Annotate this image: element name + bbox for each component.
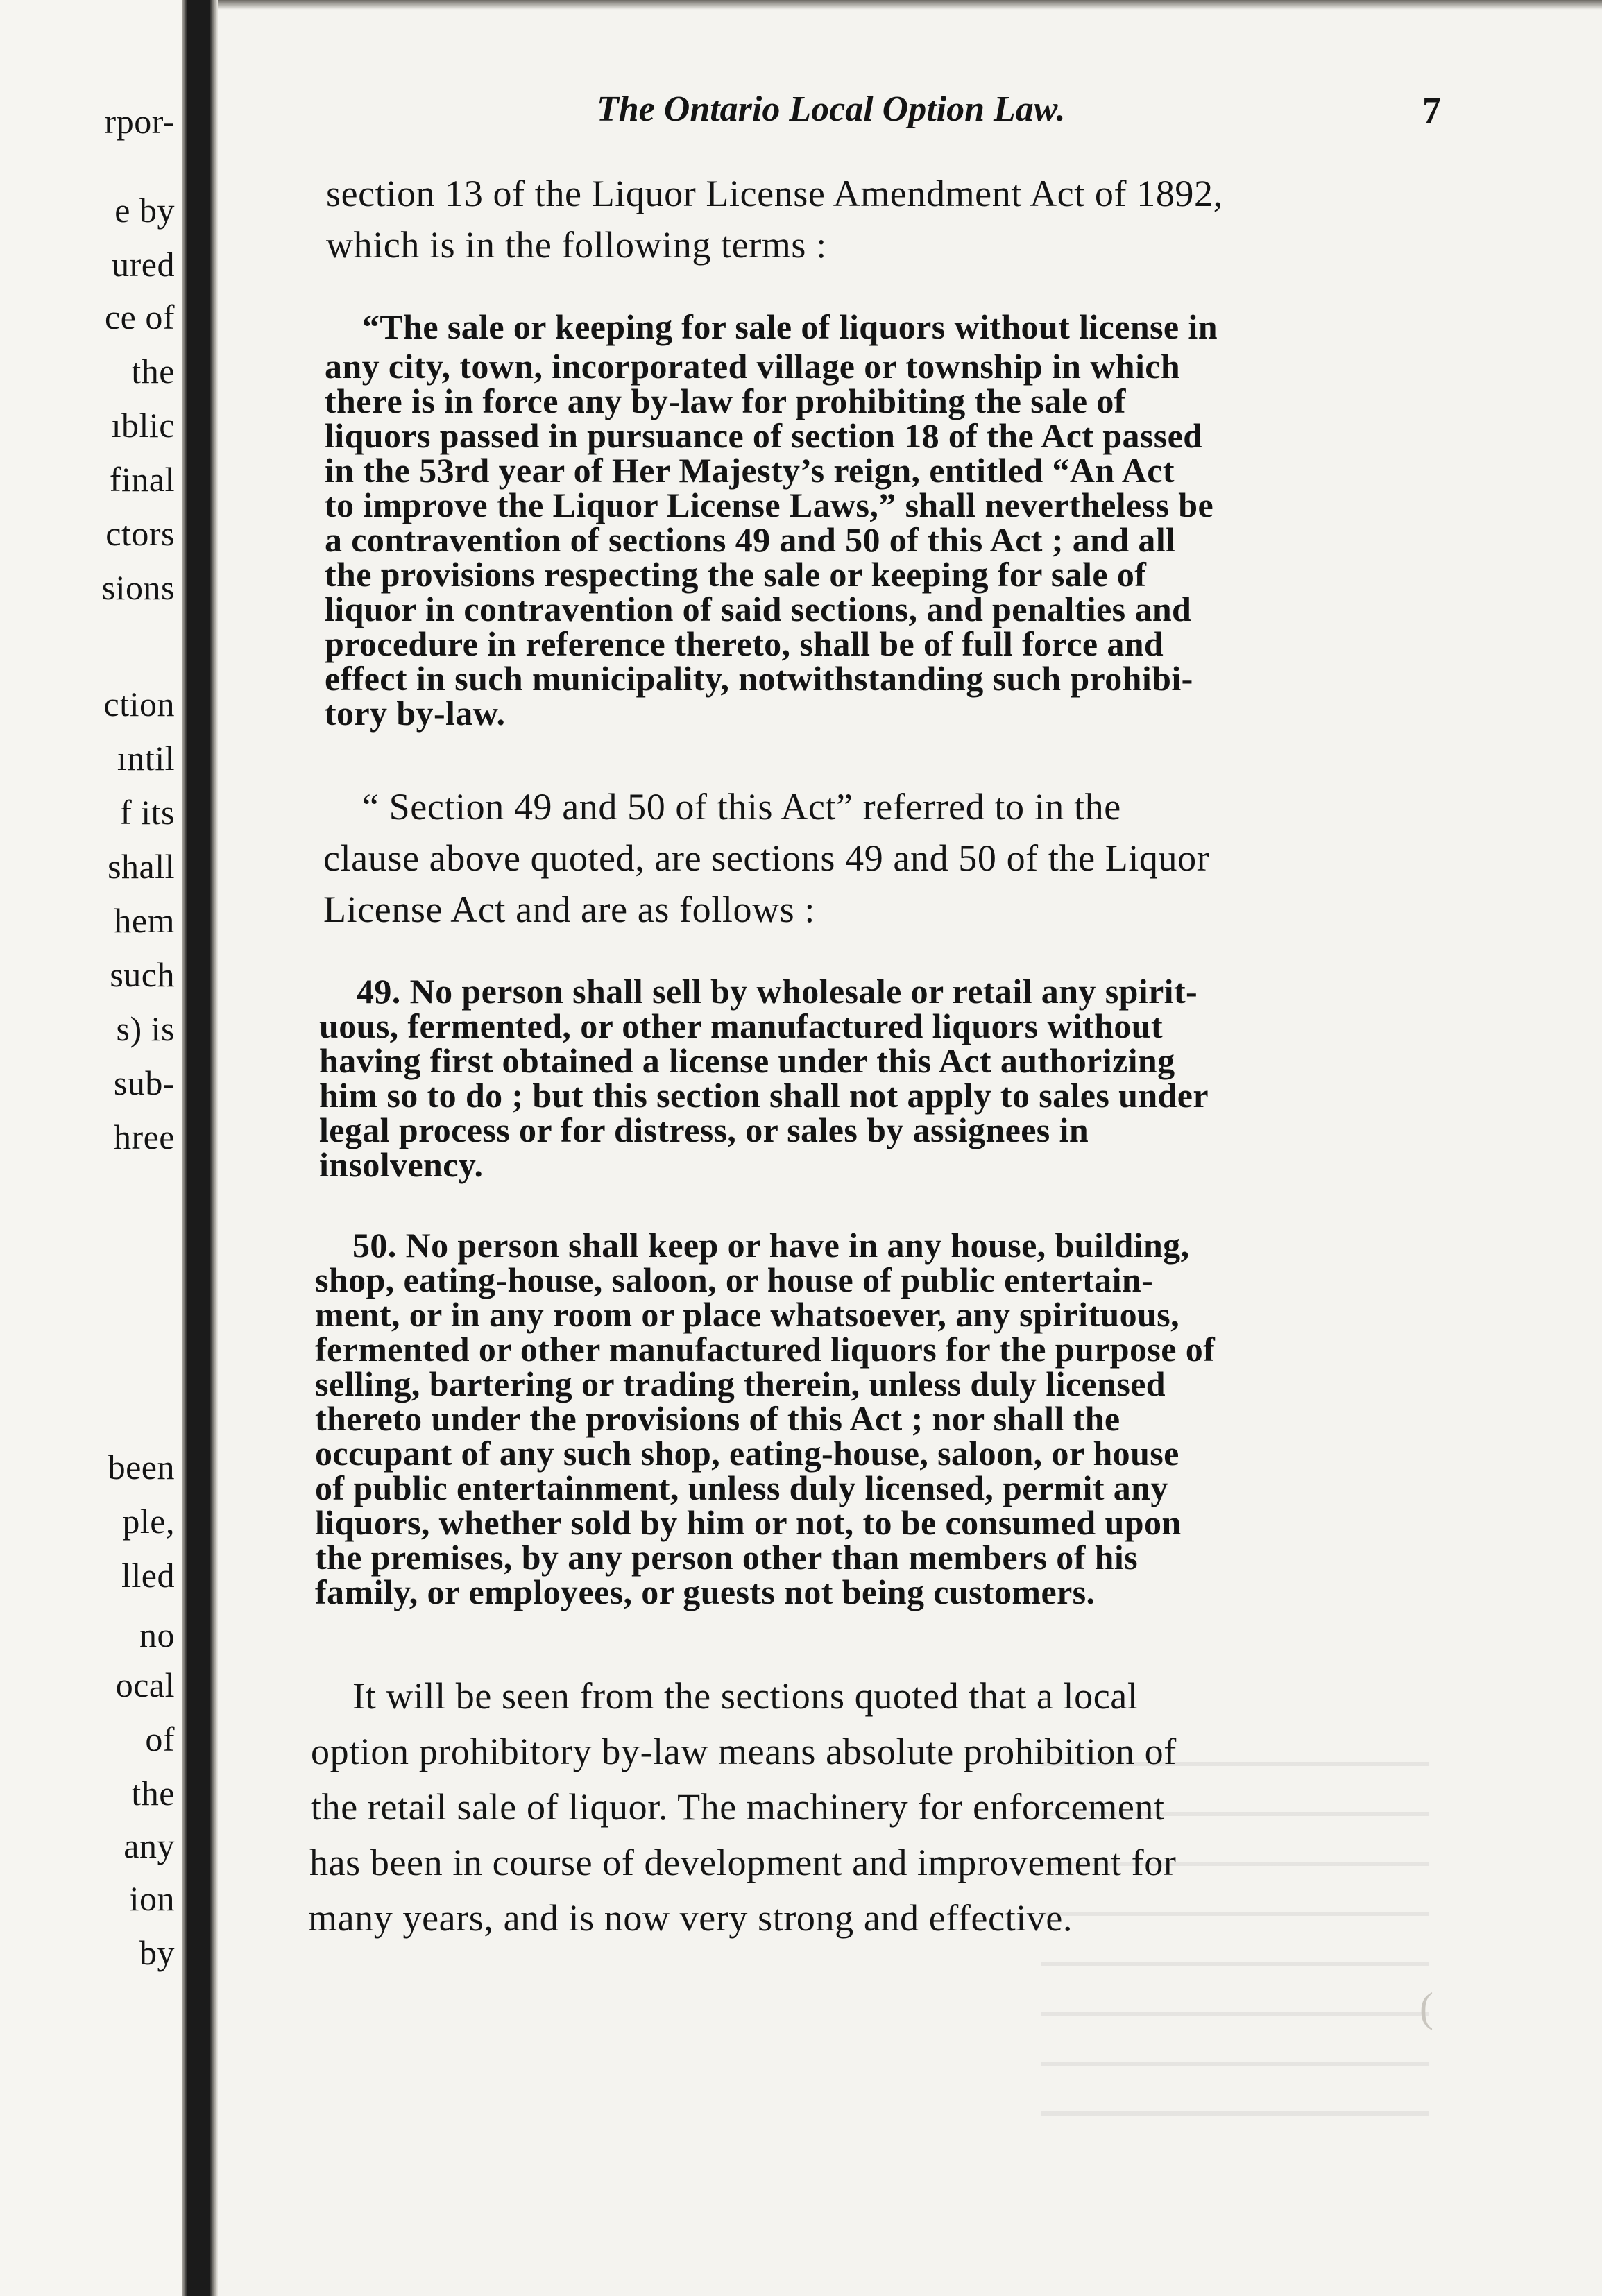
- prev-page-fragment: sions: [101, 568, 175, 607]
- quote-line: in the 53rd year of Her Majesty’s reign, entitled “An Act: [325, 451, 1175, 490]
- prev-page-fragment: ion: [129, 1879, 175, 1918]
- prev-page-fragment: ction: [103, 685, 175, 723]
- quote-line: to improve the Liquor License Laws,” shall nevertheless be: [325, 486, 1214, 524]
- prev-page-fragment: lled: [121, 1556, 175, 1595]
- section-50-line: selling, bartering or trading therein, unless duly licensed: [315, 1364, 1166, 1403]
- closing-line: has been in course of development and improvement for: [309, 1842, 1177, 1883]
- section-50-line: shop, eating-house, saloon, or house of public entertain-: [315, 1260, 1154, 1299]
- quote-line: “The sale or keeping for sale of liquors without license in: [362, 307, 1218, 346]
- prev-page-fragment: the: [131, 1774, 175, 1813]
- prev-page-fragment: been: [108, 1448, 175, 1487]
- prev-page-fragment: of: [145, 1720, 175, 1758]
- section-50-line: occupant of any such shop, eating-house, saloon, or house: [315, 1434, 1179, 1473]
- running-title: The Ontario Local Option Law.: [597, 89, 1066, 129]
- closing-line: It will be seen from the sections quoted that a local: [352, 1675, 1139, 1717]
- section-50-line: 50. No person shall keep or have in any house, building,: [352, 1226, 1190, 1265]
- quote-line: procedure in reference thereto, shall be of full force and: [325, 624, 1164, 663]
- prev-page-fragment: ıblic: [111, 406, 175, 445]
- prev-page-fragment: ocal: [115, 1665, 175, 1704]
- closing-line: option prohibitory by-law means absolute prohibition of: [311, 1731, 1177, 1772]
- prev-page-fragment: e by: [114, 191, 175, 230]
- faint-mark: (: [1420, 1985, 1433, 2030]
- prev-page-fragment: any: [123, 1826, 175, 1865]
- body-line: License Act and are as follows :: [323, 889, 815, 930]
- prev-page-fragment: no: [139, 1616, 175, 1654]
- quote-line: liquors passed in pursuance of section 18 of the Act passed: [325, 416, 1203, 455]
- section-50-line: liquors, whether sold by him or not, to be consumed upon: [315, 1503, 1182, 1542]
- quote-line: any city, town, incorporated village or township in which: [325, 347, 1181, 386]
- intro-line: section 13 of the Liquor License Amendment Act of 1892,: [326, 173, 1223, 214]
- page-top-shadow: [218, 0, 1602, 10]
- section-50-line: fermented or other manufactured liquors for the purpose of: [315, 1330, 1216, 1369]
- quote-line: tory by-law.: [325, 694, 506, 733]
- prev-page-fragment: the: [131, 352, 175, 391]
- quote-line: there is in force any by-law for prohibiting the sale of: [325, 382, 1126, 420]
- section-50-line: family, or employees, or guests not being customers.: [315, 1573, 1096, 1611]
- prev-page-fragment: ple,: [122, 1502, 175, 1541]
- prev-page-fragment: sub-: [113, 1063, 175, 1102]
- prev-page-fragment: ctors: [105, 514, 175, 553]
- prev-page-fragment: such: [110, 955, 175, 994]
- section-50-line: ment, or in any room or place whatsoever, any spirituous,: [315, 1295, 1179, 1334]
- section-49-line: uous, fermented, or other manufactured liquors without: [319, 1006, 1164, 1045]
- prev-page-fragment: s) is: [116, 1009, 175, 1048]
- page-number: 7: [1422, 89, 1441, 131]
- section-50-line: thereto under the provisions of this Act ; nor shall the: [315, 1399, 1120, 1438]
- section-49-line: legal process or for distress, or sales by assignees in: [319, 1111, 1089, 1149]
- prev-page-fragment: rpor-: [104, 102, 175, 141]
- previous-page-edge: [0, 0, 182, 2296]
- quote-line: the provisions respecting the sale or keeping for sale of: [325, 555, 1147, 594]
- closing-line: many years, and is now very strong and effective.: [308, 1897, 1073, 1939]
- section-49-line: him so to do ; but this section shall not apply to sales under: [319, 1076, 1209, 1115]
- quote-line: effect in such municipality, notwithstanding such prohibi-: [325, 659, 1193, 698]
- prev-page-fragment: ured: [112, 245, 175, 284]
- body-line: clause above quoted, are sections 49 and 50 of the Liquor: [323, 837, 1210, 879]
- body-line: “ Section 49 and 50 of this Act” referred to in the: [362, 786, 1121, 828]
- section-50-line: of public entertainment, unless duly licensed, permit any: [315, 1468, 1168, 1507]
- section-49-line: having first obtained a license under this Act authorizing: [319, 1041, 1175, 1080]
- section-49-line: insolvency.: [319, 1145, 484, 1184]
- quote-line: liquor in contravention of said sections, and penalties and: [325, 590, 1192, 628]
- prev-page-fragment: hree: [113, 1117, 175, 1156]
- prev-page-fragment: ıntil: [117, 739, 175, 778]
- intro-line: which is in the following terms :: [326, 224, 827, 266]
- closing-line: the retail sale of liquor. The machinery for enforcement: [311, 1786, 1165, 1828]
- prev-page-fragment: by: [139, 1933, 175, 1972]
- prev-page-fragment: hem: [114, 901, 175, 940]
- prev-page-fragment: f its: [120, 793, 175, 832]
- prev-page-fragment: ce of: [104, 298, 175, 336]
- section-49-line: 49. No person shall sell by wholesale or retail any spirit-: [357, 972, 1198, 1011]
- quote-line: a contravention of sections 49 and 50 of this Act ; and all: [325, 520, 1176, 559]
- prev-page-fragment: shall: [108, 847, 175, 886]
- section-50-line: the premises, by any person other than members of his: [315, 1538, 1139, 1577]
- prev-page-fragment: final: [109, 460, 175, 499]
- book-gutter: [182, 0, 218, 2296]
